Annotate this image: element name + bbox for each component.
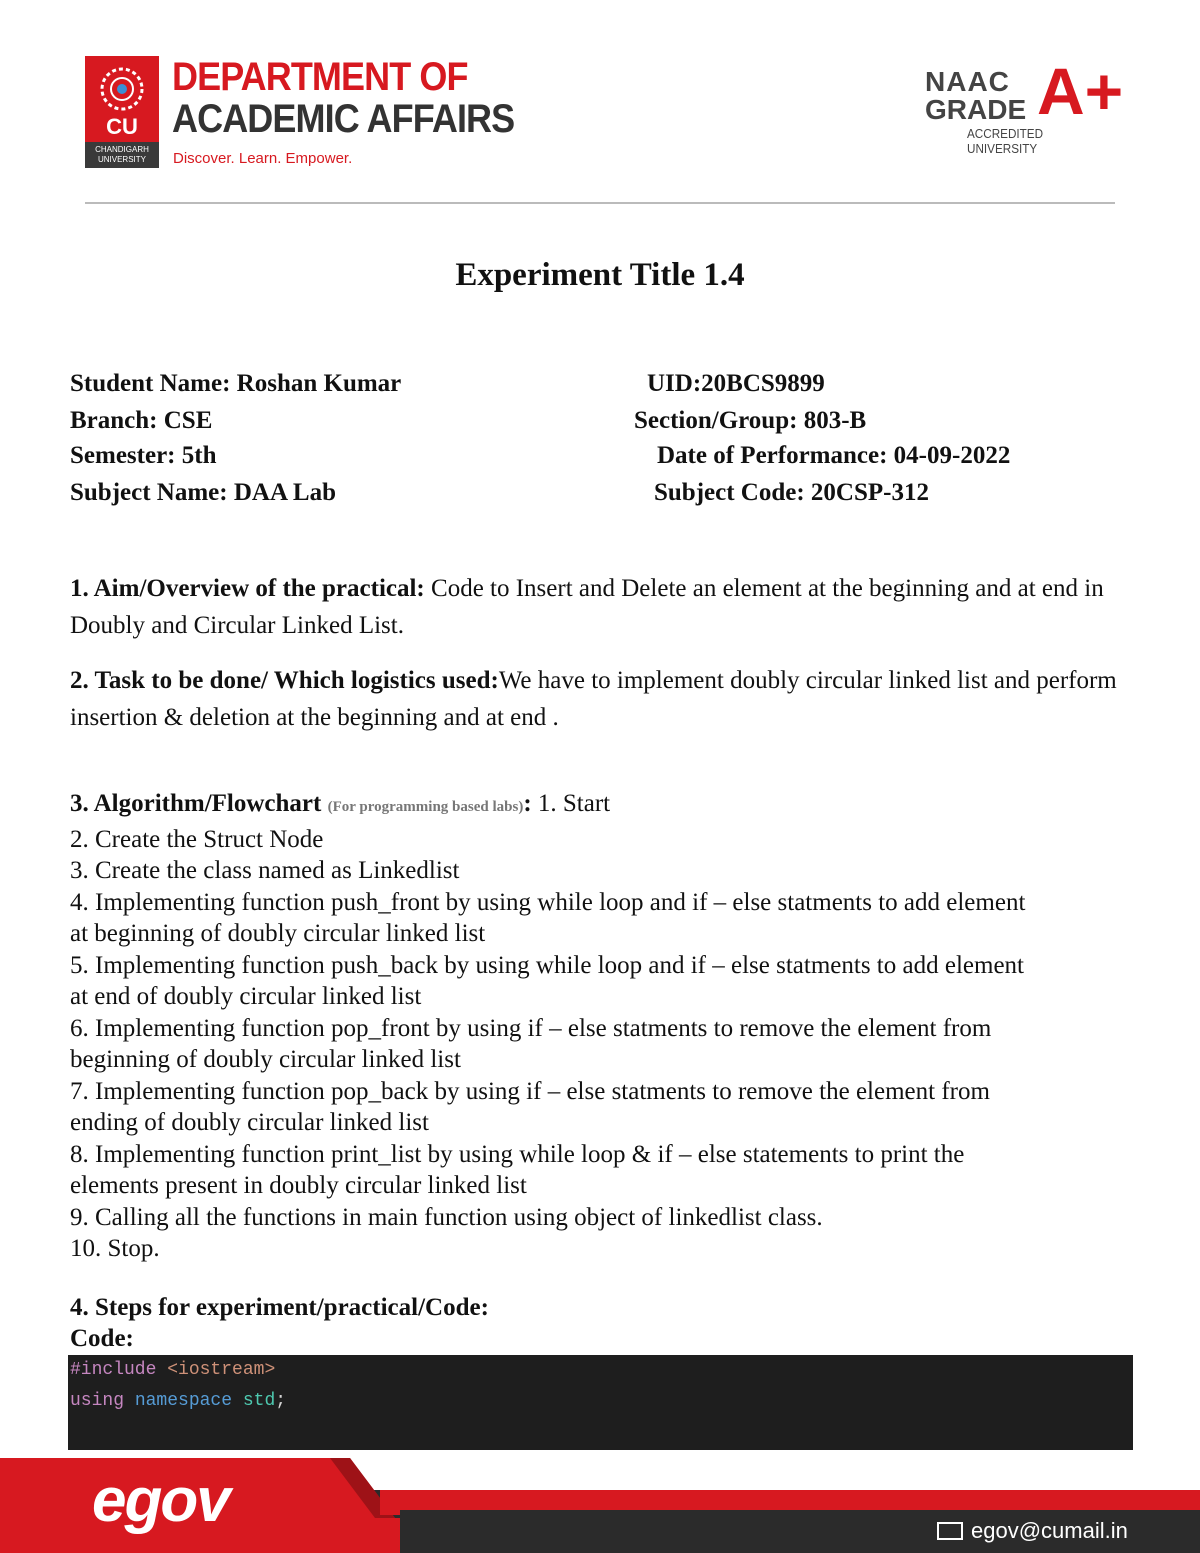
subject-code: Subject Code: 20CSP-312 [654,479,929,506]
task-section [70,662,1130,736]
algorithm-line: ending of doubly circular linked list [70,1109,429,1136]
algorithm-line: at end of doubly circular linked list [70,983,422,1010]
algorithm-section [70,788,1140,1265]
mail-icon [937,1522,963,1540]
algorithm-line: 10. Stop. [70,1235,160,1262]
algorithm-line: elements present in doubly circular linked list [70,1172,527,1199]
branch: Branch: CSE [70,407,213,434]
naac-text: NAAC [925,66,1010,97]
code-include-target: <iostream> [156,1360,276,1380]
steps-label: 4. Steps for experiment/practical/Code: [70,1294,489,1321]
code-std: std [232,1391,276,1411]
steps-section [70,1292,489,1354]
naac-badge [925,54,1124,156]
algorithm-line: 6. Implementing function pop_front by using if – else statments to remove the element from [70,1014,992,1042]
task-label: 2. Task to be done/ Which logistics used: [70,667,499,694]
algorithm-line: 5. Implementing function push_back by using while loop and if – else statments to add element [70,951,1024,979]
algorithm-line: beginning of doubly circular linked list [70,1046,461,1073]
student-name: Student Name: Roshan Kumar [70,370,402,397]
code-block [68,1355,1133,1450]
department-tagline: Discover. Learn. Empower. [173,150,353,167]
algorithm-line: 4. Implementing function push_front by using while loop and if – else statments to add element [70,888,1026,916]
seal-icon [97,64,147,114]
cu-logo-text: CU [106,114,138,139]
student-uid: UID:20BCS9899 [647,370,825,397]
aim-text: Code to Insert and Delete an element at the beginning and at end in Doubly and Circular Linked List. [70,575,1104,639]
department-title-line1: DEPARTMENT OF [172,55,468,99]
algorithm-label: 3. Algorithm/Flowchart [70,790,322,817]
aim-section [70,570,1130,644]
header-divider [85,202,1115,204]
algorithm-line: 3. Create the class named as Linkedlist [70,857,460,884]
code-using-keyword: using [70,1391,125,1411]
algorithm-line: 8. Implementing function print_list by using while loop & if – else statements to print the [70,1140,965,1168]
code-label: Code: [70,1325,134,1352]
cu-logo [85,56,159,168]
algorithm-heading [70,788,1140,824]
cu-logo-subtext: CHANDIGARH UNIVERSITY [85,142,159,168]
code-include-keyword: #include [70,1360,157,1380]
algorithm-line: 7. Implementing function pop_back by using if – else statments to remove the element from [70,1077,990,1105]
algorithm-line: 9. Calling all the functions in main function using object of linkedlist class. [70,1203,823,1231]
algorithm-colon: : [523,790,532,817]
algorithm-note: (For programming based labs) [327,799,524,815]
algorithm-step-1: 1. Start [531,790,611,817]
department-title [172,56,514,140]
algorithm-line: at beginning of doubly circular linked list [70,920,486,947]
page-header [0,0,1200,205]
egov-logo: egov [92,1466,229,1535]
footer-email-text: egov@cumail.in [971,1518,1128,1543]
subject-name: Subject Name: DAA Lab [70,479,336,506]
code-semicolon: ; [275,1391,287,1411]
naac-accredited-text: ACCREDITED UNIVERSITY [967,126,1044,156]
department-title-line2: ACADEMIC AFFAIRS [172,97,515,141]
aim-label: 1. Aim/Overview of the practical: [70,575,425,602]
algorithm-line: 2. Create the Struct Node [70,825,324,853]
naac-grade-value: A+ [1037,54,1124,128]
semester: Semester: 5th [70,442,217,469]
footer-email [937,1518,1128,1544]
section-group: Section/Group: 803-B [634,407,867,434]
task-text: We have to implement doubly circular linked list and perform insertion & deletion at the beginning and at end . [70,667,1117,731]
date-of-performance: Date of Performance: 04-09-2022 [657,442,1011,469]
naac-grade-label: GRADE [925,94,1027,125]
experiment-title: Experiment Title 1.4 [455,257,745,293]
code-line-2 [70,1386,1131,1417]
code-namespace-keyword: namespace [124,1391,233,1411]
code-line-1 [70,1355,1131,1386]
